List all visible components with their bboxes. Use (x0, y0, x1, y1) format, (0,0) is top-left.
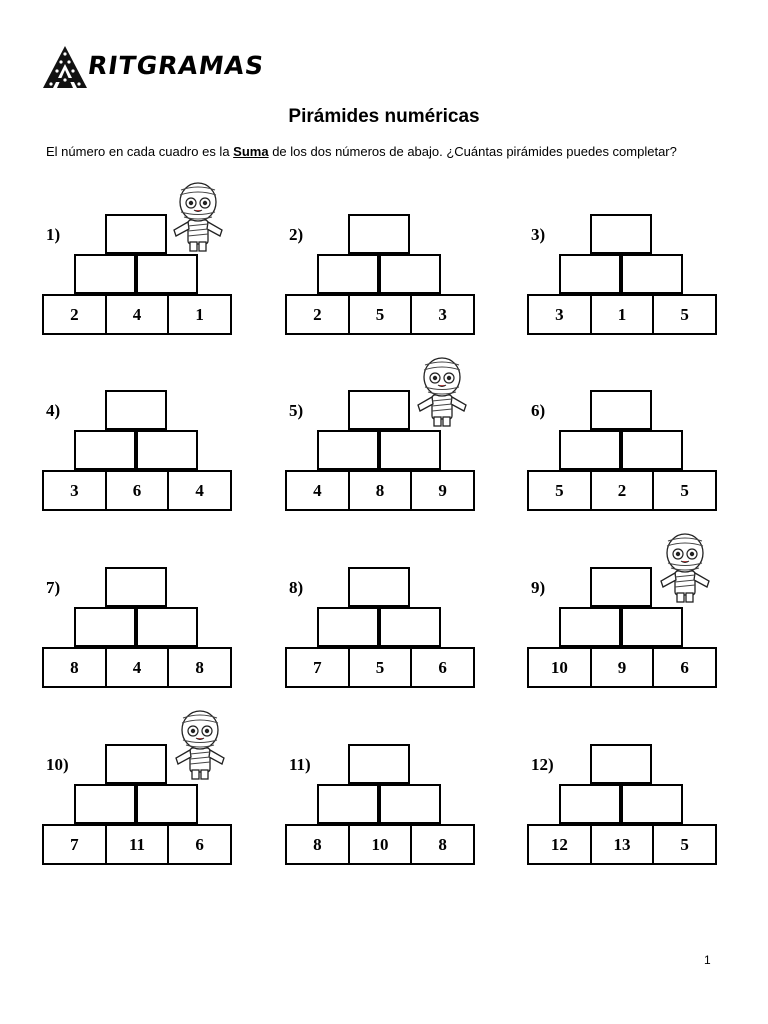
pyramid-middle-cell[interactable] (379, 254, 441, 294)
pyramid-6 (527, 390, 717, 512)
page-title: Pirámides numéricas (288, 106, 480, 127)
pyramid-middle-cell[interactable] (136, 254, 198, 294)
brand-name: RITGRAMAS (86, 51, 267, 80)
pyramid-top-cell[interactable] (105, 567, 167, 607)
brand-logo (42, 44, 267, 90)
page-number: 1 (704, 953, 711, 967)
pyramid-base-row (527, 470, 717, 511)
pyramid-base-number: 4 (105, 296, 168, 333)
pyramid-label: 8) (289, 578, 304, 597)
pyramid-base-number: 9 (410, 472, 473, 509)
pyramid-base-number: 2 (70, 304, 79, 324)
pyramid-middle-cell[interactable] (379, 430, 441, 470)
aritgramas-a-logo-icon (42, 44, 88, 90)
mummy-icon (168, 178, 228, 252)
pyramid-middle-cell[interactable] (317, 430, 379, 470)
pyramid-base-number: 6 (410, 649, 473, 686)
pyramid-base-row (42, 647, 232, 688)
pyramid-middle-cell[interactable] (621, 254, 683, 294)
pyramid-4 (42, 390, 232, 512)
pyramid-top-cell[interactable] (348, 214, 410, 254)
pyramid-label: 3) (531, 225, 546, 244)
pyramid-middle-cell[interactable] (559, 430, 621, 470)
mummy-icon (655, 529, 715, 603)
pyramid-base-number: 10 (550, 657, 568, 677)
pyramid-label: 6) (531, 401, 546, 420)
pyramid-middle-cell[interactable] (317, 607, 379, 647)
mummy-icon (170, 706, 230, 780)
pyramid-label: 12) (531, 755, 554, 774)
pyramid-label: 2) (289, 225, 304, 244)
pyramid-base-number: 8 (70, 657, 79, 677)
pyramid-top-cell[interactable] (590, 567, 652, 607)
pyramid-top-cell[interactable] (105, 390, 167, 430)
pyramid-top-cell[interactable] (590, 744, 652, 784)
pyramid-12 (527, 744, 717, 866)
pyramid-middle-cell[interactable] (74, 784, 136, 824)
pyramid-base-number: 8 (167, 649, 230, 686)
pyramid-base-number: 4 (105, 649, 168, 686)
pyramid-middle-cell[interactable] (74, 430, 136, 470)
pyramid-middle-cell[interactable] (74, 254, 136, 294)
pyramid-top-cell[interactable] (105, 214, 167, 254)
pyramid-top-cell[interactable] (105, 744, 167, 784)
pyramid-base-number: 9 (590, 649, 653, 686)
pyramid-base-number: 3 (70, 480, 79, 500)
pyramid-middle-cell[interactable] (379, 607, 441, 647)
pyramid-base-number: 3 (555, 304, 564, 324)
pyramid-base-number: 1 (590, 296, 653, 333)
pyramid-label: 9) (531, 578, 546, 597)
pyramid-base-row (527, 824, 717, 865)
pyramid-middle-cell[interactable] (379, 784, 441, 824)
pyramid-base-number: 13 (590, 826, 653, 863)
pyramid-base-number: 4 (167, 472, 230, 509)
pyramid-base-row (285, 647, 475, 688)
pyramid-base-number: 3 (410, 296, 473, 333)
pyramid-8 (285, 567, 475, 689)
pyramid-label: 7) (46, 578, 61, 597)
pyramid-base-number: 5 (348, 649, 411, 686)
pyramid-base-number: 8 (410, 826, 473, 863)
pyramid-base-number: 5 (555, 480, 564, 500)
pyramid-base-number: 5 (652, 296, 715, 333)
pyramid-3 (527, 214, 717, 336)
pyramid-middle-cell[interactable] (317, 254, 379, 294)
pyramid-base-row (42, 294, 232, 335)
pyramid-label: 1) (46, 225, 61, 244)
pyramid-base-row (285, 824, 475, 865)
pyramid-base-row (285, 294, 475, 335)
pyramid-middle-cell[interactable] (74, 607, 136, 647)
pyramid-11 (285, 744, 475, 866)
pyramid-base-number: 12 (550, 834, 568, 854)
pyramid-base-number: 7 (313, 657, 322, 677)
pyramid-middle-cell[interactable] (136, 784, 198, 824)
pyramid-base-row (42, 470, 232, 511)
pyramid-label: 5) (289, 401, 304, 420)
pyramid-middle-cell[interactable] (621, 430, 683, 470)
pyramid-middle-cell[interactable] (136, 430, 198, 470)
pyramid-2 (285, 214, 475, 336)
pyramid-middle-cell[interactable] (621, 607, 683, 647)
pyramid-middle-cell[interactable] (621, 784, 683, 824)
pyramid-base-number: 6 (167, 826, 230, 863)
pyramid-base-number: 5 (652, 472, 715, 509)
pyramid-top-cell[interactable] (348, 744, 410, 784)
pyramid-top-cell[interactable] (348, 567, 410, 607)
pyramid-base-number: 5 (652, 826, 715, 863)
instructions-text-end: de los dos números de abajo. ¿Cuántas pirámides puedes completar? (268, 144, 677, 159)
pyramid-middle-cell[interactable] (559, 784, 621, 824)
pyramid-top-cell[interactable] (590, 214, 652, 254)
pyramid-middle-cell[interactable] (136, 607, 198, 647)
pyramid-base-number: 4 (313, 480, 322, 500)
pyramid-label: 4) (46, 401, 61, 420)
instructions (46, 143, 677, 161)
pyramid-base-number: 11 (105, 826, 168, 863)
pyramid-base-number: 8 (348, 472, 411, 509)
instructions-emphasis: Suma (233, 144, 269, 159)
pyramid-base-number: 1 (167, 296, 230, 333)
pyramid-base-number: 6 (105, 472, 168, 509)
instructions-text-start: El número en cada cuadro es la (46, 144, 234, 159)
pyramid-base-number: 10 (348, 826, 411, 863)
pyramid-base-number: 7 (70, 834, 79, 854)
pyramid-middle-cell[interactable] (559, 254, 621, 294)
pyramid-base-number: 8 (313, 834, 322, 854)
mummy-icon (412, 353, 472, 427)
pyramid-base-number: 2 (313, 304, 322, 324)
pyramid-middle-cell[interactable] (317, 784, 379, 824)
pyramid-middle-cell[interactable] (559, 607, 621, 647)
pyramid-label: 11) (289, 755, 311, 774)
pyramid-7 (42, 567, 232, 689)
pyramid-base-number: 5 (348, 296, 411, 333)
pyramid-top-cell[interactable] (348, 390, 410, 430)
pyramid-base-row (527, 294, 717, 335)
pyramid-top-cell[interactable] (590, 390, 652, 430)
pyramid-base-row (527, 647, 717, 688)
pyramid-base-number: 6 (652, 649, 715, 686)
pyramid-base-number: 2 (590, 472, 653, 509)
pyramid-base-row (285, 470, 475, 511)
pyramid-label: 10) (46, 755, 69, 774)
pyramid-base-row (42, 824, 232, 865)
